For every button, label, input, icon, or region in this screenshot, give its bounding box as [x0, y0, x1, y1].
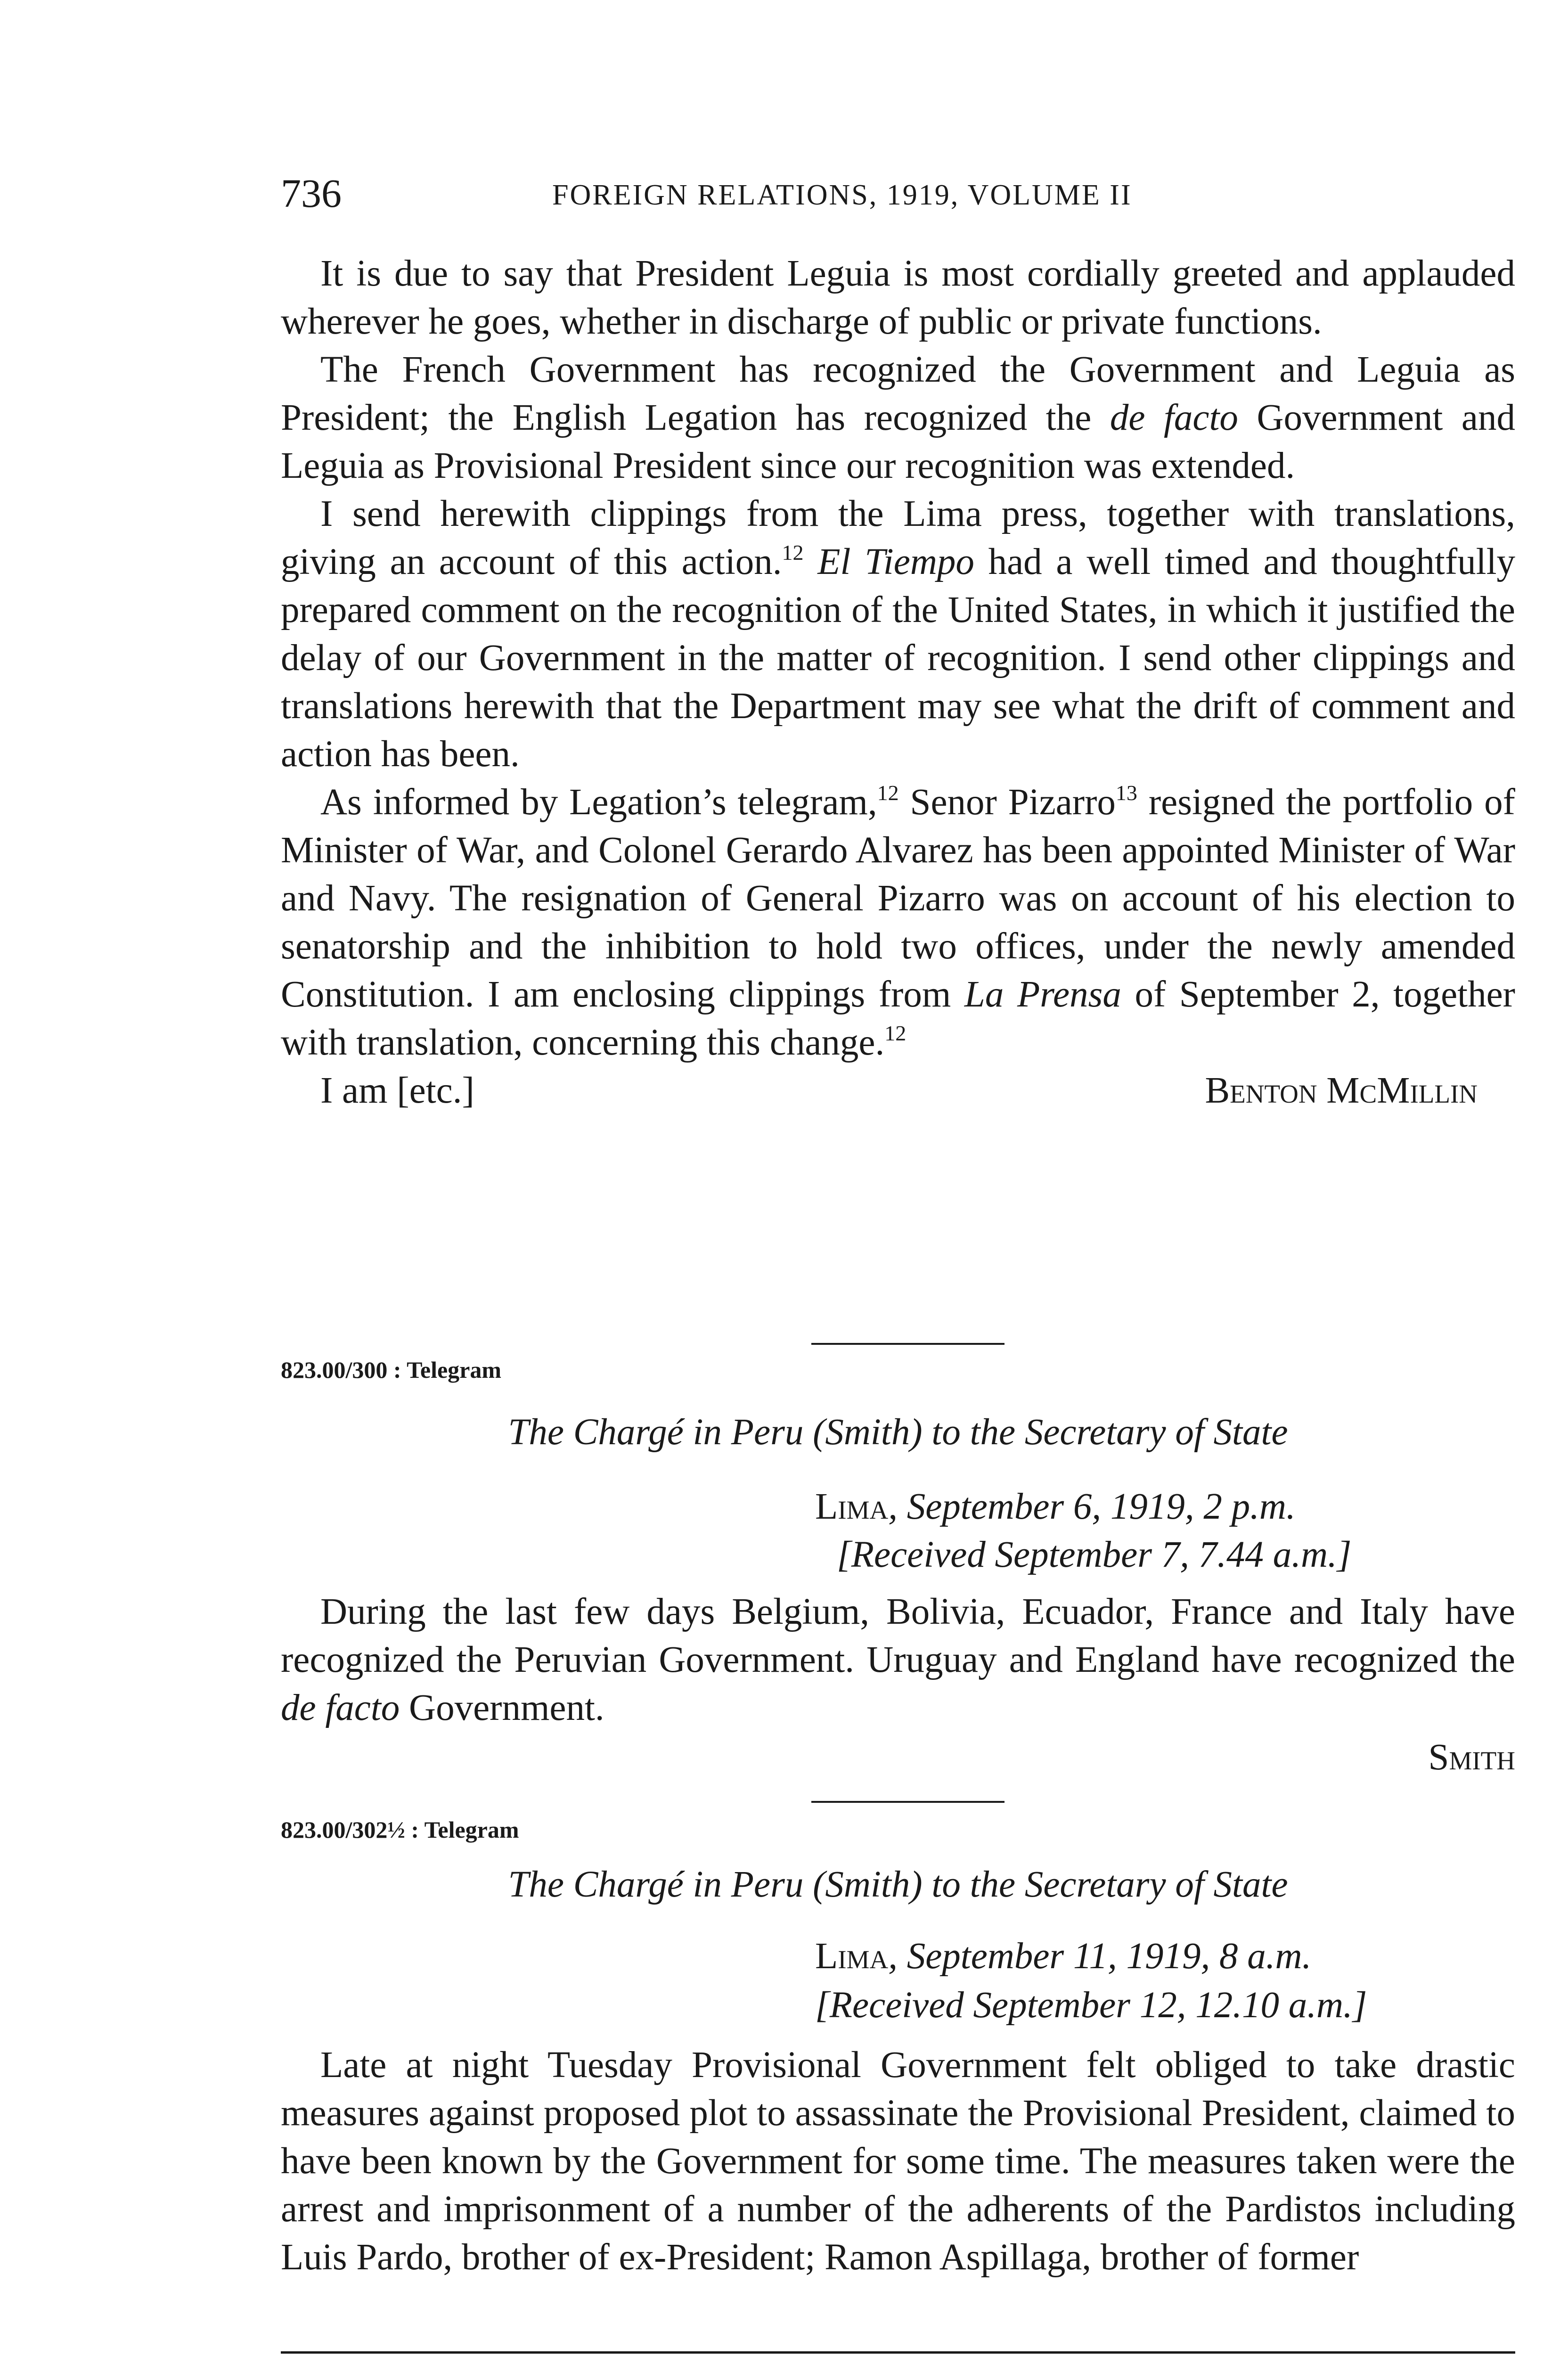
closing: I am [etc.] — [320, 1070, 474, 1111]
footnote-ref: 12 — [877, 781, 899, 805]
footnote-divider — [281, 2351, 1515, 2354]
closing-line — [281, 1067, 1515, 1115]
signature: Smith — [1428, 1737, 1515, 1778]
paragraph: It is due to say that President Leguia is most cordially greeted and applauded wherever he goes, whether in discharge of public or private functions. — [281, 253, 1515, 342]
footnote-ref: 12 — [884, 1021, 906, 1045]
section-divider — [811, 1343, 1004, 1345]
received-line: [Received September 12, 12.10 a.m.] — [815, 1985, 1367, 2026]
file-reference: 823.00/302½ : Telegram — [281, 1816, 519, 1843]
signature: Benton McMillin — [1205, 1070, 1478, 1111]
document-title: The Chargé in Peru (Smith) to the Secretary of State — [508, 1864, 1288, 1905]
telegram-body — [281, 2041, 1515, 2282]
paragraph: As informed by Legation’s telegram,$^{12}$ Senor Pizarro$^{13}$ resigned the portfolio of Minister of War, and Colonel Gerardo Alvarez has been appointed Minister of War and Navy. The resignation of General Pizarro was on account of his election to senatorship and the inhibition to hold two offices, under the newly amended Constitution. I am enclosing clippings from La Prensa of September 2, together with translation, concerning this change.$^{12}$ — [281, 781, 1515, 1063]
page-number: 736 — [281, 171, 342, 216]
letter-continuation — [281, 250, 1515, 1115]
page-header — [281, 165, 1515, 221]
running-title: FOREIGN RELATIONS, 1919, VOLUME II — [552, 179, 1132, 211]
paragraph: During the last few days Belgium, Bolivia, Ecuador, France and Italy have recognized the Peruvian Government. Uruguay and England have recognized the de facto Government. — [281, 1591, 1515, 1728]
file-reference: 823.00/300 : Telegram — [281, 1357, 502, 1383]
dateline: Lima, September 6, 1919, 2 p.m. — [815, 1486, 1296, 1527]
paragraph: I send herewith clippings from the Lima press, together with translations, giving an account of this action.$^{12}$ El Tiempo had a well timed and thoughtfully prepared comment on the recognition of the United States, in which it justified the delay of our Government in the matter of recognition. I send other clippings and translations herewith that the Department may see what the drift of comment and action has been. — [281, 493, 1516, 775]
telegram-body — [281, 1588, 1515, 1732]
footnote-ref: 12 — [782, 540, 804, 564]
received-line: [Received September 7, 7.44 a.m.] — [837, 1534, 1352, 1575]
paragraph: Late at night Tuesday Provisional Government felt obliged to take drastic measures against proposed plot to assassinate the Provisional President, claimed to have been known by the Government for some time. The measures taken were the arrest and imprisonment of a number of the adherents of the Pardistos including Luis Pardo, brother of ex-President; Ramon Aspillaga, brother of former — [281, 2045, 1515, 2278]
document-title: The Chargé in Peru (Smith) to the Secretary of State — [508, 1412, 1288, 1453]
dateline: Lima, September 11, 1919, 8 a.m. — [815, 1936, 1312, 1977]
paragraph: The French Government has recognized the Government and Leguia as President; the English Legation has recognized the de facto Government and Leguia as Provisional President since our recognition was extended. — [281, 349, 1515, 486]
section-divider — [811, 1801, 1004, 1803]
footnote-ref: 13 — [1115, 781, 1137, 805]
